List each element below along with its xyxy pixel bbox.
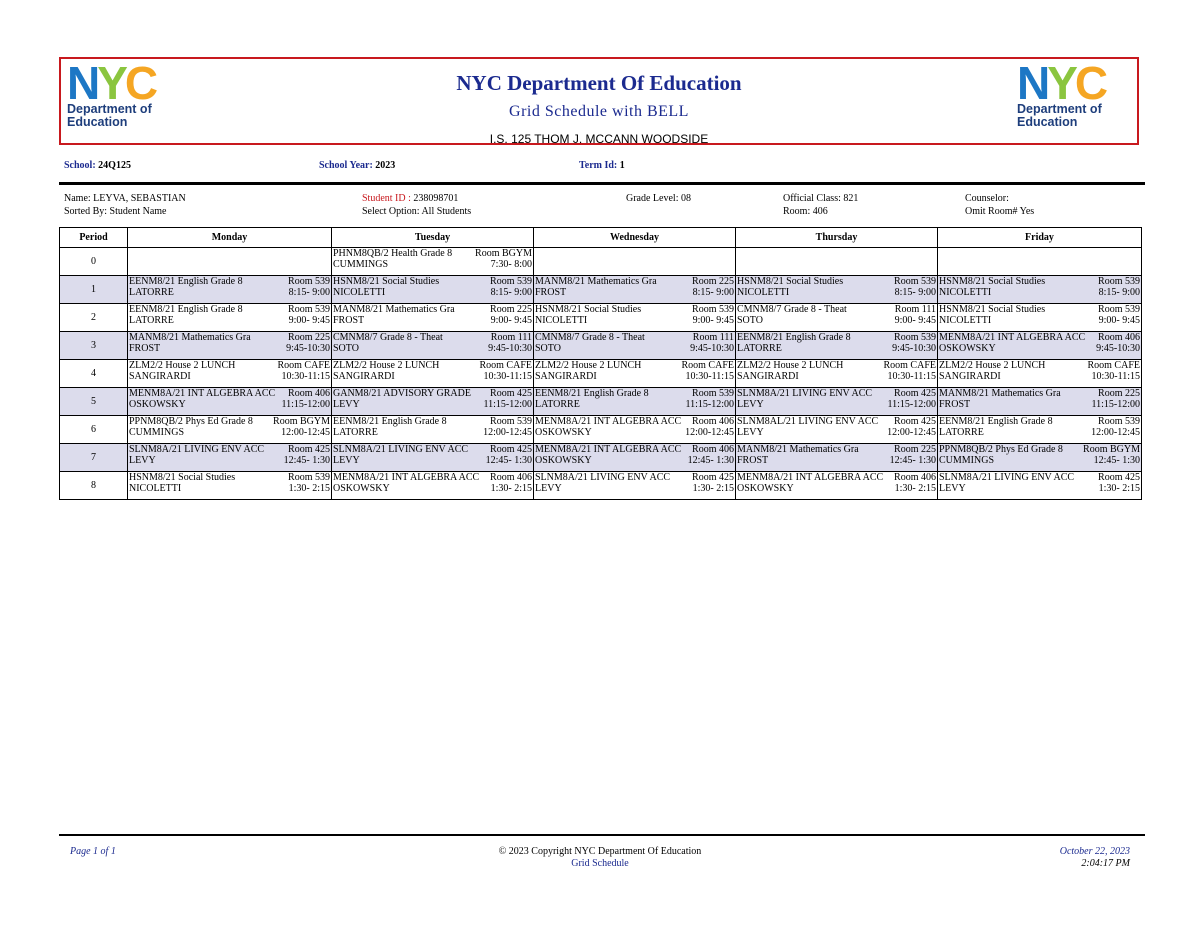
teacher-name: LEVY: [129, 455, 156, 466]
schedule-cell: [332, 360, 534, 388]
period-cell: 1: [60, 276, 128, 304]
course-name: HSNM8/21 Social Studies: [129, 472, 236, 483]
teacher-name: LATORRE: [737, 343, 782, 354]
sorted-by: Sorted By: Student Name: [64, 206, 167, 217]
teacher-name: FROST: [939, 399, 971, 410]
class-time: 10:30-11:15: [887, 371, 936, 382]
room-number: Room 539: [894, 276, 936, 287]
room-number: Room 225: [894, 444, 936, 455]
teacher-name: LEVY: [333, 455, 360, 466]
teacher-name: FROST: [333, 315, 365, 326]
report-title: NYC Department Of Education: [456, 71, 742, 95]
class-time: 12:45- 1:30: [687, 455, 734, 466]
class-time: 12:00-12:45: [685, 427, 734, 438]
teacher-name: LEVY: [535, 483, 562, 494]
class-time: 9:45-10:30: [488, 343, 532, 354]
schedule-cell: [938, 360, 1142, 388]
omit-room: Omit Room# Yes: [965, 206, 1035, 217]
teacher-name: SANGIRARDI: [535, 371, 597, 382]
table-row: [60, 276, 1142, 304]
print-time: 2:04:17 PM: [1081, 858, 1130, 869]
room-number: Room 225: [1098, 388, 1140, 399]
schedule-cell: [938, 248, 1142, 276]
column-header: Wednesday: [534, 228, 736, 248]
teacher-name: NICOLETTI: [129, 483, 182, 494]
class-time: 7:30- 8:00: [490, 259, 532, 270]
room-number: Room 539: [288, 276, 330, 287]
teacher-name: SANGIRARDI: [333, 371, 395, 382]
teacher-name: LATORRE: [129, 287, 174, 298]
course-name: HSNM8/21 Social Studies: [333, 276, 440, 287]
divider: [59, 182, 1145, 185]
class-time: 8:15- 9:00: [490, 287, 532, 298]
schedule-cell: [534, 276, 736, 304]
period-cell: 3: [60, 332, 128, 360]
schedule-cell: [332, 472, 534, 500]
schedule-cell: [736, 276, 938, 304]
counselor: Counselor:: [965, 193, 1009, 204]
room-number: Room 225: [288, 332, 330, 343]
schedule-cell: [128, 360, 332, 388]
course-name: ZLM2/2 House 2 LUNCH: [333, 360, 440, 371]
course-name: CMNM8/7 Grade 8 - Theat: [737, 304, 847, 315]
teacher-name: OSKOWSKY: [535, 455, 592, 466]
schedule-cell: [938, 444, 1142, 472]
class-time: 8:15- 9:00: [894, 287, 936, 298]
teacher-name: SANGIRARDI: [939, 371, 1001, 382]
class-time: 9:45-10:30: [1096, 343, 1140, 354]
class-time: 8:15- 9:00: [288, 287, 330, 298]
schedule-cell: [128, 304, 332, 332]
course-name: PPNM8QB/2 Phys Ed Grade 8: [129, 416, 253, 427]
teacher-name: FROST: [129, 343, 161, 354]
room-number: Room 225: [490, 304, 532, 315]
course-name: EENM8/21 English Grade 8: [535, 388, 649, 399]
student-name-block: [64, 192, 186, 218]
course-name: HSNM8/21 Social Studies: [737, 276, 844, 287]
class-time: 9:45-10:30: [286, 343, 330, 354]
schedule-cell: [938, 472, 1142, 500]
schedule-cell: [736, 444, 938, 472]
room-number: Room CAFE: [681, 360, 734, 371]
column-header: Thursday: [736, 228, 938, 248]
schedule-cell: [128, 248, 332, 276]
class-time: 9:00- 9:45: [692, 315, 734, 326]
room-number: Room 111: [894, 304, 936, 315]
teacher-name: LATORRE: [535, 399, 580, 410]
course-name: ZLM2/2 House 2 LUNCH: [939, 360, 1046, 371]
room-number: Room BGYM: [273, 416, 330, 427]
column-header: Friday: [938, 228, 1142, 248]
room-number: Room 406: [490, 472, 532, 483]
room-number: Room 425: [490, 444, 532, 455]
room-number: Room 425: [894, 416, 936, 427]
class-time: 10:30-11:15: [1091, 371, 1140, 382]
class-time: 12:00-12:45: [281, 427, 330, 438]
student-name: Name: LEYVA, SEBASTIAN: [64, 193, 186, 204]
course-name: MENM8A/21 INT ALGEBRA ACC: [129, 388, 276, 399]
class-time: 11:15-12:00: [1091, 399, 1140, 410]
schedule-cell: [534, 444, 736, 472]
table-row: [60, 332, 1142, 360]
class-time: 10:30-11:15: [685, 371, 734, 382]
table-row: [60, 444, 1142, 472]
course-name: HSNM8/21 Social Studies: [535, 304, 642, 315]
room-number: Room 425: [894, 388, 936, 399]
teacher-name: LATORRE: [129, 315, 174, 326]
copyright: © 2023 Copyright NYC Department Of Education: [498, 846, 702, 857]
room-number: Room 539: [1098, 416, 1140, 427]
schedule-cell: [534, 360, 736, 388]
course-name: PPNM8QB/2 Phys Ed Grade 8: [939, 444, 1063, 455]
class-time: 1:30- 2:15: [692, 483, 734, 494]
room-number: Room 539: [1098, 276, 1140, 287]
teacher-name: SOTO: [535, 343, 561, 354]
teacher-name: LEVY: [939, 483, 966, 494]
student-id: Student ID : 238098701: [362, 193, 459, 204]
schedule-cell: [332, 332, 534, 360]
course-name: MANM8/21 Mathematics Gra: [939, 388, 1061, 399]
print-date: October 22, 2023: [1059, 846, 1130, 857]
course-name: MANM8/21 Mathematics Gra: [129, 332, 251, 343]
page-number: Page 1 of 1: [70, 846, 116, 857]
table-row: [60, 360, 1142, 388]
schedule-cell: [128, 276, 332, 304]
teacher-name: CUMMINGS: [333, 259, 389, 270]
class-time: 9:00- 9:45: [1098, 315, 1140, 326]
school-name: I.S. 125 THOM J. MCCANN WOODSIDE: [489, 132, 709, 146]
course-name: SLNM8A/21 LIVING ENV ACC: [129, 444, 265, 455]
teacher-name: LEVY: [333, 399, 360, 410]
course-name: HSNM8/21 Social Studies: [939, 276, 1046, 287]
class-time: 9:00- 9:45: [288, 315, 330, 326]
class-time: 11:15-12:00: [281, 399, 330, 410]
teacher-name: NICOLETTI: [535, 315, 588, 326]
school-code: School: 24Q125: [64, 160, 131, 171]
room-number: Room 111: [692, 332, 734, 343]
room-number: Room 539: [692, 304, 734, 315]
course-name: EENM8/21 English Grade 8: [129, 304, 243, 315]
teacher-name: OSKOWSKY: [129, 399, 186, 410]
schedule-cell: [534, 332, 736, 360]
schedule-cell: [534, 388, 736, 416]
course-name: EENM8/21 English Grade 8: [129, 276, 243, 287]
schedule-cell: [128, 444, 332, 472]
teacher-name: LATORRE: [333, 427, 378, 438]
print-timestamp: [1060, 846, 1130, 870]
course-name: EENM8/21 English Grade 8: [333, 416, 447, 427]
column-header: Period: [60, 228, 128, 248]
room-number: Room 406: [288, 388, 330, 399]
period-cell: 5: [60, 388, 128, 416]
counselor-block: [965, 192, 1034, 218]
schedule-cell: [332, 416, 534, 444]
room-number: Room 406: [692, 444, 734, 455]
room-number: Room 425: [288, 444, 330, 455]
teacher-name: LEVY: [737, 427, 764, 438]
schedule-cell: [332, 444, 534, 472]
course-name: SLNM8A/21 LIVING ENV ACC: [333, 444, 469, 455]
teacher-name: OSKOWSKY: [737, 483, 794, 494]
class-time: 11:15-12:00: [685, 399, 734, 410]
room-number: Room 406: [894, 472, 936, 483]
header-row: [60, 228, 1142, 248]
room-number: Room 425: [692, 472, 734, 483]
table-row: [60, 388, 1142, 416]
schedule-cell: [332, 248, 534, 276]
schedule-cell: [534, 472, 736, 500]
period-cell: 2: [60, 304, 128, 332]
course-name: ZLM2/2 House 2 LUNCH: [129, 360, 236, 371]
schedule-cell: [128, 332, 332, 360]
class-time: 12:45- 1:30: [1093, 455, 1140, 466]
teacher-name: SOTO: [333, 343, 359, 354]
nyc-doe-logo: NYC Department of Education: [1017, 57, 1106, 129]
schedule-cell: [736, 388, 938, 416]
teacher-name: NICOLETTI: [333, 287, 386, 298]
course-name: SLNM8AL/21 LIVING ENV ACC: [737, 416, 879, 427]
class-time: 10:30-11:15: [483, 371, 532, 382]
student-id-block: [362, 192, 471, 218]
report-header: [59, 57, 1139, 145]
schedule-cell: [128, 388, 332, 416]
period-cell: 7: [60, 444, 128, 472]
teacher-name: OSKOWSKY: [939, 343, 996, 354]
period-cell: 0: [60, 248, 128, 276]
footer-center: [0, 846, 1200, 870]
teacher-name: SANGIRARDI: [129, 371, 191, 382]
table-row: [60, 304, 1142, 332]
teacher-name: OSKOWSKY: [535, 427, 592, 438]
course-name: HSNM8/21 Social Studies: [939, 304, 1046, 315]
teacher-name: OSKOWSKY: [333, 483, 390, 494]
column-header: Tuesday: [332, 228, 534, 248]
column-header: Monday: [128, 228, 332, 248]
class-time: 12:45- 1:30: [283, 455, 330, 466]
schedule-cell: [938, 276, 1142, 304]
grade-level: Grade Level: 08: [626, 193, 691, 204]
course-name: MENM8A/21 INT ALGEBRA ACC: [535, 444, 682, 455]
room-number: Room 539: [1098, 304, 1140, 315]
class-time: 9:00- 9:45: [894, 315, 936, 326]
course-name: MANM8/21 Mathematics Gra: [737, 444, 859, 455]
schedule-cell: [736, 472, 938, 500]
teacher-name: NICOLETTI: [939, 315, 992, 326]
schedule-cell: [534, 416, 736, 444]
class-time: 8:15- 9:00: [1098, 287, 1140, 298]
course-name: SLNM8A/21 LIVING ENV ACC: [737, 388, 873, 399]
room-number: Room 539: [490, 276, 532, 287]
room-number: Room CAFE: [1087, 360, 1140, 371]
schedule-cell: [736, 304, 938, 332]
course-name: EENM8/21 English Grade 8: [737, 332, 851, 343]
schedule-cell: [332, 388, 534, 416]
class-time: 12:00-12:45: [483, 427, 532, 438]
course-name: CMNM8/7 Grade 8 - Theat: [535, 332, 645, 343]
class-time: 12:45- 1:30: [485, 455, 532, 466]
class-time: 11:15-12:00: [887, 399, 936, 410]
teacher-name: SOTO: [737, 315, 763, 326]
school-year: School Year: 2023: [319, 160, 396, 171]
table-row: [60, 416, 1142, 444]
class-time: 1:30- 2:15: [1098, 483, 1140, 494]
footer-divider: [59, 834, 1145, 836]
class-time: 10:30-11:15: [281, 371, 330, 382]
schedule-cell: [736, 248, 938, 276]
course-name: GANM8/21 ADVISORY GRADE: [333, 388, 471, 399]
teacher-name: NICOLETTI: [939, 287, 992, 298]
room-number: Room BGYM: [1083, 444, 1140, 455]
room-number: Room 539: [288, 304, 330, 315]
teacher-name: NICOLETTI: [737, 287, 790, 298]
schedule-cell: [938, 332, 1142, 360]
class-time: 12:45- 1:30: [889, 455, 936, 466]
course-name: MENM8A/21 INT ALGEBRA ACC: [737, 472, 884, 483]
class-time: 9:45-10:30: [892, 343, 936, 354]
course-name: SLNM8A/21 LIVING ENV ACC: [939, 472, 1075, 483]
room-number: Room BGYM: [475, 248, 532, 259]
room-number: Room 111: [490, 332, 532, 343]
class-time: 9:45-10:30: [690, 343, 734, 354]
class-time: 8:15- 9:00: [692, 287, 734, 298]
course-name: MENM8A/21 INT ALGEBRA ACC: [939, 332, 1086, 343]
course-name: CMNM8/7 Grade 8 - Theat: [333, 332, 443, 343]
class-block: [783, 192, 858, 218]
course-name: SLNM8A/21 LIVING ENV ACC: [535, 472, 671, 483]
schedule-cell: [736, 332, 938, 360]
teacher-name: FROST: [535, 287, 567, 298]
teacher-name: LATORRE: [939, 427, 984, 438]
course-name: MANM8/21 Mathematics Gra: [535, 276, 657, 287]
class-time: 12:00-12:45: [1091, 427, 1140, 438]
class-time: 1:30- 2:15: [894, 483, 936, 494]
class-time: 12:00-12:45: [887, 427, 936, 438]
course-name: ZLM2/2 House 2 LUNCH: [535, 360, 642, 371]
room-number: Room 539: [692, 388, 734, 399]
period-cell: 6: [60, 416, 128, 444]
schedule-cell: [534, 248, 736, 276]
course-name: MENM8A/21 INT ALGEBRA ACC: [333, 472, 480, 483]
schedule-cell: [938, 416, 1142, 444]
room-number: Room CAFE: [277, 360, 330, 371]
teacher-name: CUMMINGS: [129, 427, 185, 438]
room-number: Room 406: [1098, 332, 1140, 343]
room-number: Room 406: [692, 416, 734, 427]
schedule-cell: [332, 276, 534, 304]
schedule-cell: [332, 304, 534, 332]
table-row: [60, 248, 1142, 276]
course-name: PHNM8QB/2 Health Grade 8: [333, 248, 453, 259]
room-number: Room 425: [490, 388, 532, 399]
official-class: Official Class: 821: [783, 193, 859, 204]
nyc-doe-logo: NYC Department of Education: [67, 57, 156, 129]
schedule-grid: [59, 227, 1142, 500]
select-option: Select Option: All Students: [362, 206, 472, 217]
teacher-name: LEVY: [737, 399, 764, 410]
schedule-cell: [938, 304, 1142, 332]
period-cell: 4: [60, 360, 128, 388]
homeroom: Room: 406: [783, 206, 828, 217]
teacher-name: SANGIRARDI: [737, 371, 799, 382]
term-id: Term Id: 1: [579, 160, 625, 171]
table-row: [60, 472, 1142, 500]
class-time: 9:00- 9:45: [490, 315, 532, 326]
report-name: Grid Schedule: [571, 858, 629, 869]
room-number: Room CAFE: [883, 360, 936, 371]
course-name: MENM8A/21 INT ALGEBRA ACC: [535, 416, 682, 427]
room-number: Room 539: [894, 332, 936, 343]
room-number: Room 539: [490, 416, 532, 427]
schedule-cell: [736, 360, 938, 388]
schedule-cell: [534, 304, 736, 332]
class-time: 11:15-12:00: [483, 399, 532, 410]
course-name: MANM8/21 Mathematics Gra: [333, 304, 455, 315]
class-time: 1:30- 2:15: [490, 483, 532, 494]
schedule-cell: [128, 472, 332, 500]
schedule-cell: [128, 416, 332, 444]
report-subtitle: Grid Schedule with BELL: [509, 103, 689, 120]
schedule-cell: [938, 388, 1142, 416]
room-number: Room 539: [288, 472, 330, 483]
period-cell: 8: [60, 472, 128, 500]
teacher-name: CUMMINGS: [939, 455, 995, 466]
teacher-name: FROST: [737, 455, 769, 466]
schedule-cell: [736, 416, 938, 444]
room-number: Room 425: [1098, 472, 1140, 483]
course-name: EENM8/21 English Grade 8: [939, 416, 1053, 427]
course-name: ZLM2/2 House 2 LUNCH: [737, 360, 844, 371]
room-number: Room 225: [692, 276, 734, 287]
class-time: 1:30- 2:15: [288, 483, 330, 494]
room-number: Room CAFE: [479, 360, 532, 371]
